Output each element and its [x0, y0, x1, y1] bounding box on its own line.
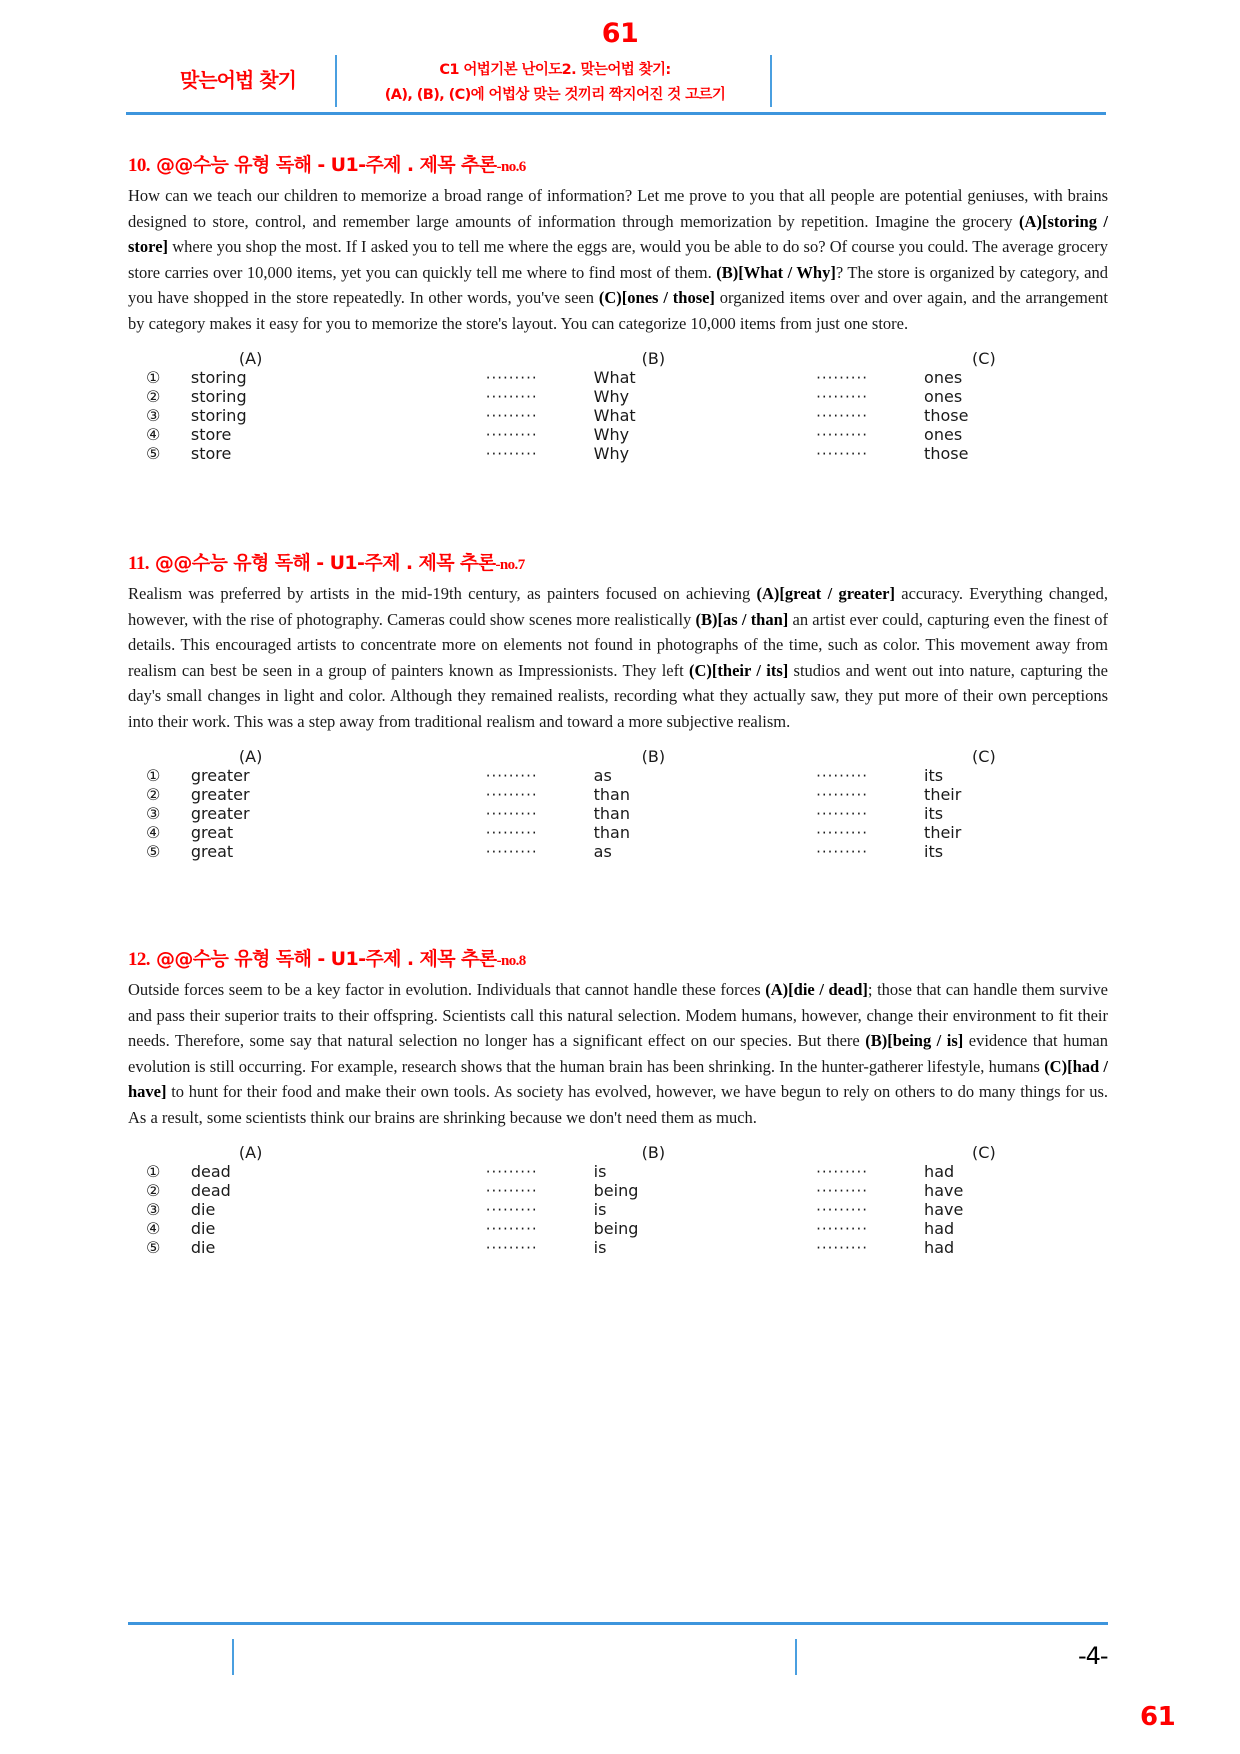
option-dots: ········· — [485, 444, 538, 463]
option-marker[interactable]: ② — [146, 784, 161, 804]
option-marker[interactable]: ⑤ — [146, 443, 161, 463]
option-value-a: storing — [190, 405, 247, 425]
question-heading-10 — [128, 150, 1108, 177]
option-value-a: great — [190, 822, 234, 842]
col-spacer — [146, 1143, 191, 1162]
question-passage-10: How can we teach our children to memorize a broad range of information? Let me prove to you that all people are potential geniuses, with brains designed to store, control, and remember large amounts of information through memorization by repetition. Imagine the grocery (A)[storing / store] where you shop the most. If I asked you to tell me where the eggs are, would you be able to do so? Of course you could. The average grocery store carries over 10,000 items, yet you can quickly tell me where to find most of them. (B)[What / Why]? The store is organized by category, and you have shopped in the store repeatedly. In other words, you've seen (C)[ones / those] organized items over and over again, and the arrangement by category makes it easy for you to memorize the store's layout. You can categorize 10,000 items from just one store. — [128, 186, 1109, 333]
answer-option-row[interactable] — [146, 1200, 1108, 1219]
footer-book-number: 61 — [1140, 1702, 1176, 1732]
option-value-c: have — [924, 1199, 964, 1219]
option-marker[interactable]: ④ — [146, 1218, 161, 1238]
option-marker[interactable]: ④ — [146, 424, 161, 444]
option-value-b: as — [593, 765, 612, 785]
option-dots: ········· — [485, 804, 538, 823]
option-dots: ········· — [816, 1162, 869, 1181]
col-header-b: (B) — [641, 348, 666, 368]
header-center-line-1: C1 어법기본 난이도2. 맞는어법 찾기: — [439, 62, 671, 78]
option-dots: ········· — [485, 387, 538, 406]
option-dots: ········· — [816, 804, 869, 823]
option-dots: ········· — [485, 425, 538, 444]
answer-option-row[interactable] — [146, 842, 1108, 861]
col-spacer-dots2 — [816, 349, 924, 368]
option-marker[interactable]: ② — [146, 1180, 161, 1200]
header-center-title — [345, 58, 765, 108]
option-value-a: storing — [190, 367, 247, 387]
col-spacer-dots1 — [486, 747, 594, 766]
option-value-c: their — [924, 822, 962, 842]
option-dots: ········· — [816, 1200, 869, 1219]
option-value-c: had — [924, 1218, 955, 1238]
question-title-10: @@수능 유형 독해 - U1-주제 . 제목 추론 — [155, 154, 497, 176]
footer-rule — [128, 1622, 1108, 1625]
option-dots: ········· — [485, 766, 538, 785]
option-value-b: is — [593, 1237, 607, 1257]
option-value-b: Why — [593, 386, 630, 406]
option-value-b: Why — [593, 424, 630, 444]
header-separator-right — [770, 55, 772, 107]
option-value-a: die — [190, 1237, 216, 1257]
option-dots: ········· — [816, 406, 869, 425]
option-value-b: being — [593, 1180, 639, 1200]
answer-options-body-12 — [146, 1143, 1108, 1257]
question-number-10: 10. — [128, 155, 150, 176]
option-dots: ········· — [816, 444, 869, 463]
col-header-c: (C) — [972, 1142, 996, 1162]
option-value-c: ones — [924, 386, 963, 406]
option-value-c: had — [924, 1161, 955, 1181]
answer-options-body-10 — [146, 349, 1108, 463]
option-marker[interactable]: ④ — [146, 822, 161, 842]
option-value-b: Why — [593, 443, 630, 463]
col-header-b: (B) — [641, 1142, 666, 1162]
option-dots: ········· — [485, 1219, 538, 1238]
header-left-title: 맞는어법 찾기 — [180, 68, 296, 92]
answer-option-row[interactable] — [146, 406, 1108, 425]
question-block-10 — [128, 150, 1108, 463]
option-marker[interactable]: ① — [146, 367, 161, 387]
option-marker[interactable]: ⑤ — [146, 1237, 161, 1257]
question-number-11: 11. — [128, 553, 149, 574]
option-value-b: What — [593, 367, 636, 387]
option-dots: ········· — [816, 1181, 869, 1200]
option-marker[interactable]: ③ — [146, 405, 161, 425]
header-center-line-2: (A), (B), (C)에 어법상 맞는 것끼리 짝지어진 것 고르기 — [384, 87, 726, 103]
question-passage-12: Outside forces seem to be a key factor in evolution. Individuals that cannot handle these forces (A)[die / dead]; those that can handle them survive and pass their superior traits to their offspring. Scientists call this natural selection. Modem humans, however, change their environment to fit their needs. Therefore, some say that natural selection no longer has a significant effect on our species. But there (B)[being / is] evidence that human evolution is still occurring. For example, research shows that the human brain has been shrinking. In the hunter-gatherer lifestyle, humans (C)[had / have] to hunt for their food and make their own tools. As society has evolved, however, we have begun to rely on others to do many things for us. As a result, some scientists think our brains are shrinking because we don't need them as much. — [128, 980, 1108, 1127]
option-dots: ········· — [485, 1238, 538, 1257]
option-dots: ········· — [485, 1200, 538, 1219]
footer-page-label: -4- — [1078, 1642, 1108, 1670]
option-value-b: is — [593, 1161, 607, 1181]
col-spacer-dots1 — [486, 349, 594, 368]
answer-option-row[interactable] — [146, 387, 1108, 406]
option-value-a: store — [190, 443, 232, 463]
question-suffix-11: -no.7 — [495, 557, 525, 573]
footer-separator-right — [795, 1639, 797, 1675]
option-value-a: great — [190, 841, 234, 861]
question-number-12: 12. — [128, 949, 150, 970]
option-value-a: dead — [190, 1180, 231, 1200]
option-value-b: than — [593, 803, 630, 823]
answer-option-row[interactable] — [146, 1181, 1108, 1200]
option-dots: ········· — [816, 785, 869, 804]
header-separator-left — [335, 55, 337, 107]
option-value-b: What — [593, 405, 636, 425]
col-header-a: (A) — [238, 1142, 263, 1162]
option-marker[interactable]: ⑤ — [146, 841, 161, 861]
option-value-b: than — [593, 822, 630, 842]
answer-options-header-10 — [146, 349, 1108, 368]
option-value-c: its — [924, 765, 944, 785]
col-spacer-dots1 — [486, 1143, 594, 1162]
option-value-c: those — [924, 405, 969, 425]
option-value-c: have — [924, 1180, 964, 1200]
option-dots: ········· — [485, 785, 538, 804]
question-block-12 — [128, 944, 1108, 1257]
option-marker[interactable]: ① — [146, 1161, 161, 1181]
page-header — [0, 0, 1240, 118]
option-value-a: die — [190, 1199, 216, 1219]
option-marker[interactable]: ③ — [146, 803, 161, 823]
col-header-c: (C) — [972, 348, 996, 368]
answer-option-row[interactable] — [146, 823, 1108, 842]
col-spacer — [146, 349, 191, 368]
question-title-11: @@수능 유형 독해 - U1-주제 . 제목 추론 — [154, 552, 496, 574]
option-dots: ········· — [485, 823, 538, 842]
option-dots: ········· — [485, 368, 538, 387]
option-value-a: die — [190, 1218, 216, 1238]
option-dots: ········· — [816, 766, 869, 785]
option-dots: ········· — [816, 425, 869, 444]
answer-options-12 — [146, 1143, 1108, 1257]
col-spacer-dots2 — [816, 1143, 924, 1162]
answer-option-row[interactable] — [146, 766, 1108, 785]
answer-option-row[interactable] — [146, 1238, 1108, 1257]
option-dots: ········· — [816, 842, 869, 861]
option-value-a: greater — [190, 784, 250, 804]
option-value-a: dead — [190, 1161, 231, 1181]
option-value-c: their — [924, 784, 962, 804]
answer-options-header-11 — [146, 747, 1108, 766]
header-page-number: 61 — [601, 18, 639, 49]
col-spacer — [146, 747, 191, 766]
question-heading-12 — [128, 944, 1108, 971]
option-dots: ········· — [816, 823, 869, 842]
answer-options-10 — [146, 349, 1108, 463]
option-value-c: ones — [924, 424, 963, 444]
answer-option-row[interactable] — [146, 368, 1108, 387]
option-value-b: is — [593, 1199, 607, 1219]
question-suffix-10: -no.6 — [496, 159, 526, 175]
answer-options-header-12 — [146, 1143, 1108, 1162]
answer-option-row[interactable] — [146, 1219, 1108, 1238]
option-value-a: store — [190, 424, 232, 444]
answer-option-row[interactable] — [146, 804, 1108, 823]
header-rule — [126, 112, 1106, 115]
option-dots: ········· — [816, 1219, 869, 1238]
option-value-c: its — [924, 803, 944, 823]
option-value-a: greater — [190, 765, 250, 785]
answer-option-row[interactable] — [146, 785, 1108, 804]
option-value-c: had — [924, 1237, 955, 1257]
option-dots: ········· — [816, 1238, 869, 1257]
question-block-11 — [128, 548, 1108, 861]
option-value-b: than — [593, 784, 630, 804]
col-header-a: (A) — [238, 348, 263, 368]
option-dots: ········· — [485, 1162, 538, 1181]
option-marker[interactable]: ① — [146, 765, 161, 785]
option-value-c: those — [924, 443, 969, 463]
question-passage-11: Realism was preferred by artists in the mid-19th century, as painters focused on achieving (A)[great / greater] accuracy. Everything changed, however, with the rise of photography. Cameras could show scenes more realistically (B)[as / than] an artist ever could, capturing even the finest of details. This encouraged artists to concentrate more on elements not found in photographs of the time, such as color. This movement away from realism can best be seen in a group of painters known as Impressionists. They left (C)[their / its] studios and went out into nature, capturing the day's small changes in light and color. Although they remained realists, recording what they actually saw, they put more of their own perceptions into their work. This was a step away from traditional realism and toward a more subjective realism. — [128, 584, 1109, 731]
option-value-b: as — [593, 841, 612, 861]
option-value-c: its — [924, 841, 944, 861]
option-dots: ········· — [816, 387, 869, 406]
option-value-c: ones — [924, 367, 963, 387]
col-header-b: (B) — [641, 746, 666, 766]
option-dots: ········· — [816, 368, 869, 387]
option-dots: ········· — [485, 406, 538, 425]
answer-option-row[interactable] — [146, 425, 1108, 444]
option-value-a: storing — [190, 386, 247, 406]
answer-option-row[interactable] — [146, 1162, 1108, 1181]
option-dots: ········· — [485, 842, 538, 861]
option-dots: ········· — [485, 1181, 538, 1200]
col-header-c: (C) — [972, 746, 996, 766]
question-title-12: @@수능 유형 독해 - U1-주제 . 제목 추론 — [155, 948, 497, 970]
question-heading-11 — [128, 548, 1108, 575]
option-marker[interactable]: ③ — [146, 1199, 161, 1219]
page-footer — [0, 1614, 1240, 1754]
question-suffix-12: -no.8 — [496, 953, 526, 969]
col-spacer-dots2 — [816, 747, 924, 766]
col-header-a: (A) — [238, 746, 263, 766]
option-value-a: greater — [190, 803, 250, 823]
footer-separator-left — [232, 1639, 234, 1675]
answer-options-11 — [146, 747, 1108, 861]
option-value-b: being — [593, 1218, 639, 1238]
answer-options-body-11 — [146, 747, 1108, 861]
option-marker[interactable]: ② — [146, 386, 161, 406]
answer-option-row[interactable] — [146, 444, 1108, 463]
